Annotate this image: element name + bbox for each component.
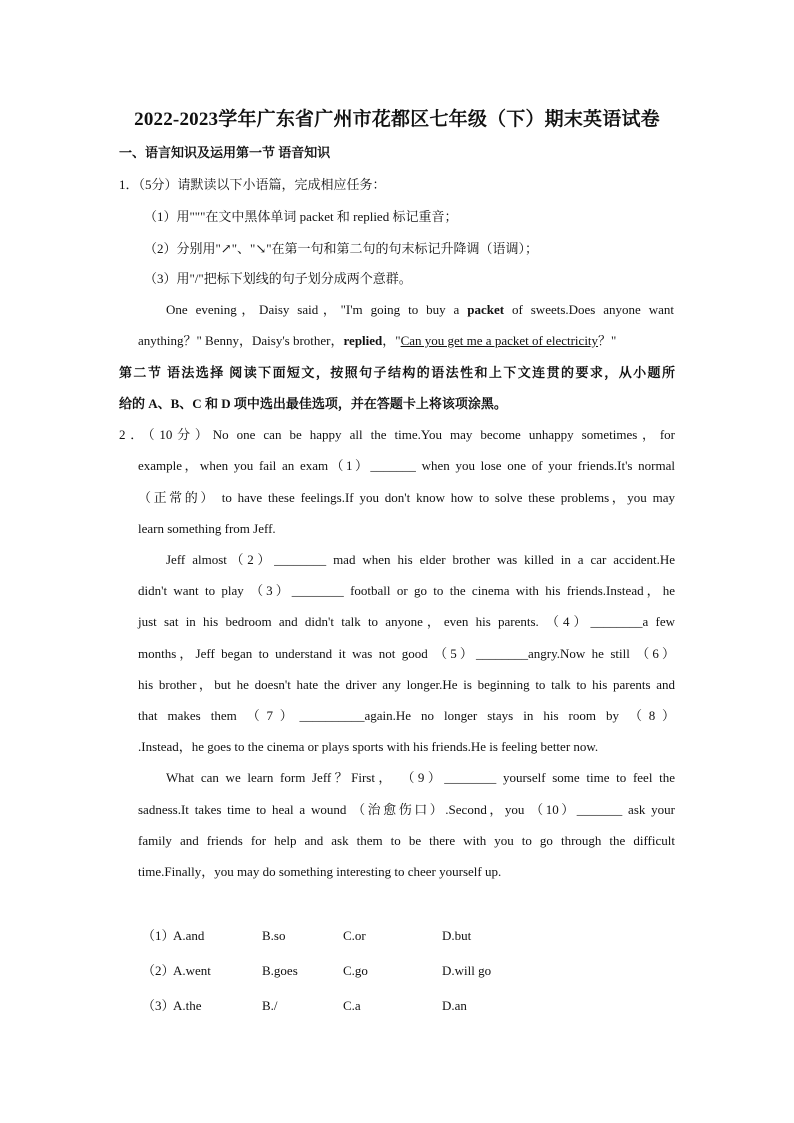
option-number: （2） — [142, 963, 175, 978]
section2-heading-line2: 给的 A、B、C 和 D 项中选出最佳选项，并在答题卡上将该项涂黑。 — [119, 396, 507, 411]
q2-line: 2．（10分）No one can be happy all the time.You may become unhappy sometimes，for — [119, 427, 675, 442]
q2-line: his brother，but he doesn't hate the driver any longer.He is beginning to talk to his parents and — [138, 677, 675, 692]
exam-title: 2022-2023学年广东省广州市花都区七年级（下）期末英语试卷 — [134, 109, 660, 130]
option-d[interactable]: D.will go — [442, 963, 492, 978]
q1-task1-word1: packet — [299, 209, 334, 224]
q2-line: months，Jeff began to understand it was not good （5）________angry.Now he still （6） — [138, 646, 675, 661]
q1-passage-line2 — [138, 332, 616, 350]
q1-task2: （2）分别用"↗"、"↘"在第一句和第二句的句末标记升降调（语调）； — [144, 241, 539, 256]
option-a[interactable]: A.the — [173, 998, 202, 1013]
q1-passage-line1 — [166, 301, 674, 319]
option-d[interactable]: D.but — [442, 928, 472, 943]
q1-task1-and: 和 — [336, 209, 350, 224]
option-b[interactable]: B.so — [262, 928, 286, 943]
q1-task3: （3）用"/"把标下划线的句子划分成两个意群。 — [144, 271, 412, 286]
option-b[interactable]: B./ — [262, 998, 278, 1013]
q1-task1-text-a: （1）用"""在文中黑体单词 — [144, 209, 297, 224]
q2-line: learn something from Jeff. — [138, 521, 276, 536]
q2-line: that makes them （7）__________again.He no longer stays in his room by （8） — [138, 708, 675, 723]
q2-line: didn't want to play （3）________ football or go to the cinema with his friends.Instead，he — [138, 583, 675, 598]
option-number: （3） — [142, 998, 175, 1013]
q2-line: example，when you fail an exam（1）_______ when you lose one of your friends.It's normal — [138, 458, 675, 473]
q2-line: Jeff almost（2）________ mad when his elder brother was killed in a car accident.He — [166, 552, 675, 567]
q1-task1-word2: replied — [353, 209, 390, 224]
q1-task1 — [144, 208, 457, 226]
q2-line: family and friends for help and ask them to be there with you to go through the difficult — [138, 833, 675, 848]
option-a[interactable]: A.went — [173, 963, 211, 978]
option-c[interactable]: C.or — [343, 928, 366, 943]
option-d[interactable]: D.an — [442, 998, 467, 1013]
passage-bold-word: replied — [343, 333, 383, 348]
passage-text: of sweets.Does anyone want — [512, 302, 675, 317]
passage-bold-word: packet — [467, 302, 505, 317]
option-c[interactable]: C.a — [343, 998, 361, 1013]
q1-stem: 1．（5分）请默读以下小语篇，完成相应任务： — [119, 177, 386, 192]
q2-line: （正常的） to have these feelings.If you don't know how to solve these problems，you may — [138, 490, 675, 505]
passage-text: ，" — [382, 333, 401, 348]
q2-line: .Instead，he goes to the cinema or plays sports with his friends.He is feeling better now. — [138, 739, 599, 754]
option-number: （1） — [142, 928, 175, 943]
option-c[interactable]: C.go — [343, 963, 368, 978]
section1-heading: 一、语言知识及运用第一节 语音知识 — [119, 145, 331, 160]
q1-task1-text-b: 标记重音； — [392, 209, 458, 224]
q2-line: sadness.It takes time to heal a wound （治愈伤口）.Second，you （10）_______ ask your — [138, 802, 675, 817]
q2-line: time.Finally，you may do something interesting to cheer yourself up. — [138, 864, 502, 879]
q2-line: just sat in his bedroom and didn't talk to anyone，even his parents. （4）________a few — [138, 614, 675, 629]
option-a[interactable]: A.and — [173, 928, 205, 943]
section2-heading-line1: 第二节 语法选择 阅读下面短文，按照句子结构的语法性和上下文连贯的要求，从小题所 — [119, 365, 675, 380]
option-b[interactable]: B.goes — [262, 963, 298, 978]
passage-underlined-sentence: Can you get me a packet of electricity — [400, 333, 599, 348]
passage-text: ？" — [598, 333, 617, 348]
passage-text: anything？" Benny，Daisy's brother， — [138, 333, 344, 348]
q2-line: What can we learn form Jeff？First， （9）________ yourself some time to feel the — [166, 770, 675, 785]
passage-text: One evening，Daisy said，"I'm going to buy a — [166, 302, 460, 317]
